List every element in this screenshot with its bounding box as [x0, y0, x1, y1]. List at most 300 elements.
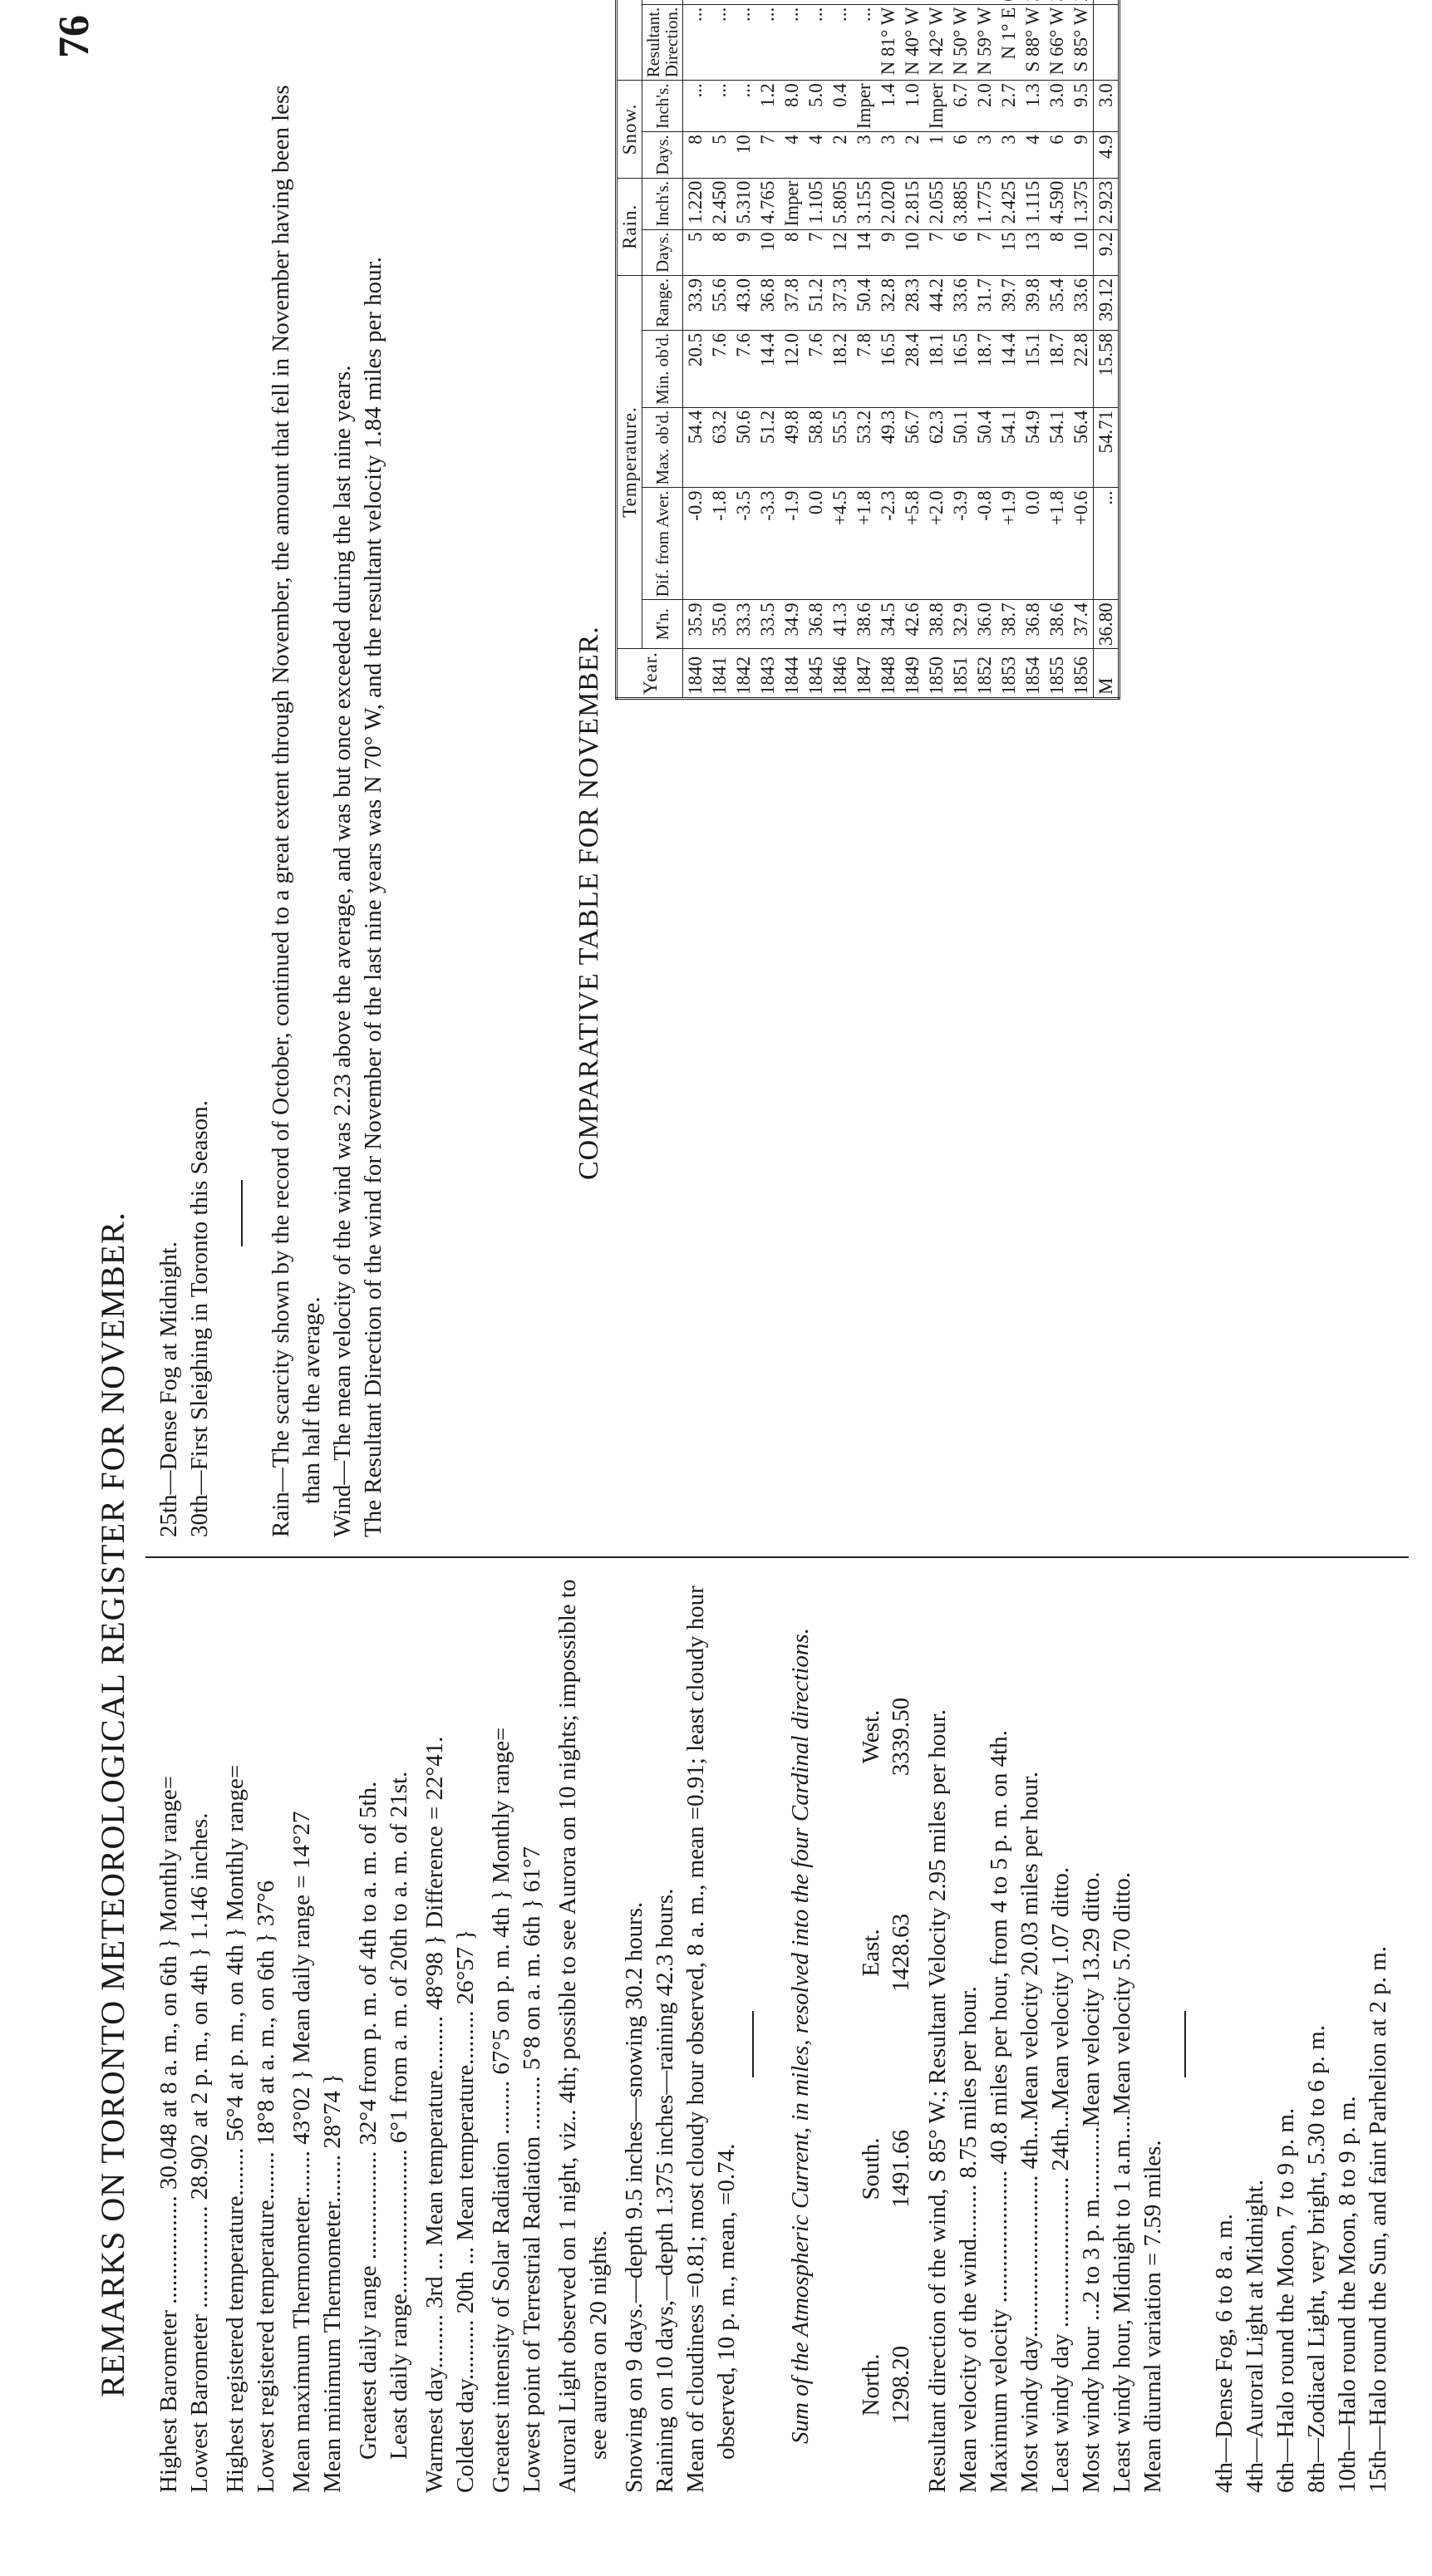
cell-min: 12.0	[780, 330, 804, 407]
register-line: Mean maximum Thermometer........ 43°02 } Mean daily range = 14°27	[288, 1811, 315, 2493]
cell-max: 54.1	[1045, 407, 1069, 488]
cell-diff: +1.8	[852, 488, 876, 600]
cell-max: 50.1	[948, 407, 972, 488]
cell-max: 58.8	[804, 407, 828, 488]
cell-velocity	[924, 0, 948, 4]
group-rain: Rain.	[617, 178, 642, 275]
cell-rain-days: 14	[852, 229, 876, 275]
cell-min: 28.4	[900, 330, 924, 407]
cell-snow-days: 4	[804, 132, 828, 178]
wind-block	[923, 1579, 1169, 2493]
cell-rain-days: 9.2	[1094, 229, 1120, 275]
event-line: 10th—Halo round the Moon, 8 to 9 p. m.	[1334, 2096, 1361, 2493]
cell-direction: ...	[780, 4, 804, 81]
cell-velocity	[996, 0, 1021, 4]
wind-line: Least windy day ......................... 24th...Mean velocity 1.07 ditto.	[1047, 1866, 1074, 2493]
cell-rain-inches: 4.590	[1045, 178, 1069, 229]
cell-min: 7.6	[731, 330, 755, 407]
col-year: Year.	[617, 649, 683, 699]
event-line: 6th—Halo round the Moon, 7 to 9 p. m.	[1272, 2107, 1299, 2493]
cell-direction	[1094, 4, 1120, 81]
cell-diff: +2.0	[924, 488, 948, 600]
cell-year: 1855	[1045, 649, 1069, 699]
cell-snow-inches: 2.7	[996, 81, 1021, 132]
cell-snow-inches: ...	[707, 81, 731, 132]
cell-min: 18.7	[972, 330, 996, 407]
cell-year: 1844	[780, 649, 804, 699]
cell-rain-days: 10	[755, 229, 780, 275]
cell-rain-inches: 3.155	[852, 178, 876, 229]
cell-year: 1856	[1069, 649, 1094, 699]
cell-year: 1851	[948, 649, 972, 699]
table-row	[1021, 0, 1045, 699]
cell-min: 20.5	[683, 330, 708, 407]
cell-snow-days: 2	[900, 132, 924, 178]
aurora-text: Auroral Light observed on 1 night, viz.. 4th; possible to see Aurora on 10 nights; impossible to see aurora on 20 nights.	[554, 1579, 612, 2493]
cell-range: 39.12	[1094, 275, 1120, 330]
cell-snow-days: 4.9	[1094, 132, 1120, 178]
cell-velocity	[1094, 0, 1120, 4]
col-rain-inches: Inch's.	[642, 178, 683, 229]
cell-mean: 33.3	[731, 600, 755, 649]
cell-mean: 38.7	[996, 600, 1021, 649]
event-line: 4th—Auroral Light at Midnight.	[1242, 2180, 1268, 2493]
cell-rain-days: 7	[924, 229, 948, 275]
table-row	[1045, 0, 1069, 699]
cell-year: 1848	[876, 649, 900, 699]
cell-rain-inches: 5.805	[828, 178, 852, 229]
col-snow-inches: Inch's.	[642, 81, 683, 132]
cell-direction: ...	[852, 4, 876, 81]
cell-rain-days: 9	[876, 229, 900, 275]
cell-year: 1842	[731, 649, 755, 699]
cell-rain-inches: 2.020	[876, 178, 900, 229]
cell-direction: ...	[804, 4, 828, 81]
direction-label: Direction.	[662, 7, 682, 78]
cell-rain-inches: 2.450	[707, 178, 731, 229]
cell-rain-days: 13	[1021, 229, 1045, 275]
cell-snow-inches: Imper	[852, 81, 876, 132]
currents-value-south: 1491.66	[888, 2129, 914, 2209]
event-line: 8th—Zodiacal Light, very bright, 5.30 to 6 p. m.	[1303, 2025, 1330, 2493]
cell-max: 50.4	[972, 407, 996, 488]
column-divider	[145, 1556, 1409, 1558]
wind-line: Least windy hour, Midnight to 1 a.m....Mean velocity 5.70 ditto.	[1109, 1871, 1135, 2493]
cell-max: 54.4	[683, 407, 708, 488]
cell-rain-days: 8	[707, 229, 731, 275]
cell-snow-inches: 3.0	[1094, 81, 1120, 132]
currents-heading: Sum of the Atmospheric Current, in miles, resolved into the four Cardinal directions.	[787, 1628, 814, 2444]
cell-snow-inches: 1.3	[1021, 81, 1045, 132]
cell-rain-days: 7	[972, 229, 996, 275]
cell-snow-days: 3	[876, 132, 900, 178]
cell-rain-inches: 1.105	[804, 178, 828, 229]
cell-rain-inches: 1.775	[972, 178, 996, 229]
cell-diff: -3.9	[948, 488, 972, 600]
cell-velocity	[731, 0, 755, 4]
cell-year: 1840	[683, 649, 708, 699]
currents-header-north: North.	[858, 2353, 884, 2416]
cell-snow-inches: 2.0	[972, 81, 996, 132]
cell-direction: ...	[828, 4, 852, 81]
events-left	[1209, 1579, 1394, 2493]
cell-range: 35.4	[1045, 275, 1069, 330]
cell-snow-days: 3	[996, 132, 1021, 178]
cell-max: 54.1	[996, 407, 1021, 488]
table-row	[900, 0, 924, 699]
cell-direction: ...	[755, 4, 780, 81]
cell-max: 55.5	[828, 407, 852, 488]
cell-direction: S 85° W	[1069, 4, 1094, 81]
cell-rain-days: 12	[828, 229, 852, 275]
cell-direction: ...	[707, 4, 731, 81]
coldest-line: Coldest day.......... 20th ... Mean temperature......... 26°57 }	[452, 1929, 479, 2493]
cell-diff: +4.5	[828, 488, 852, 600]
cell-range: 31.7	[972, 275, 996, 330]
cell-diff: ...	[1094, 488, 1120, 600]
section-divider	[1184, 2011, 1186, 2077]
table-row	[707, 0, 731, 699]
cell-range: 43.0	[731, 275, 755, 330]
currents-header-south: South.	[858, 2137, 884, 2200]
radiation-line: Lowest point of Terrestrial Radiation ......... 5°8 on a. m. 6th } 61°7	[519, 1846, 545, 2493]
cell-min: 16.5	[948, 330, 972, 407]
cell-rain-days: 10	[1069, 229, 1094, 275]
cell-velocity	[780, 0, 804, 4]
currents-header-west: West.	[858, 1709, 884, 1764]
cell-mean: 36.8	[1021, 600, 1045, 649]
register-line: Lowest Barometer ................. 28.902 at 2 p. m., on 4th } 1.146 inches.	[186, 1812, 213, 2493]
col-min: Min. ob'd.	[642, 330, 683, 407]
cell-max: 54.71	[1094, 407, 1120, 488]
cell-snow-inches: Imper	[924, 81, 948, 132]
cell-min: 15.58	[1094, 330, 1120, 407]
daily-range-line: Greatest daily range .................. 32°4 from p. m. of 4th to a. m. of 5th.	[355, 1781, 381, 2460]
cell-snow-days: 10	[731, 132, 755, 178]
cell-min: 7.6	[707, 330, 731, 407]
col-mean: M'n.	[642, 600, 683, 649]
cell-mean: 42.6	[900, 600, 924, 649]
cell-min: 7.8	[852, 330, 876, 407]
cell-direction: N 66° W	[1045, 4, 1069, 81]
currents-value-north: 1298.20	[888, 2345, 914, 2425]
col-range: Range.	[642, 275, 683, 330]
cell-min: 14.4	[996, 330, 1021, 407]
page-title: REMARKS ON TORONTO METEOROLOGICAL REGISTER FOR NOVEMBER.	[94, 1212, 131, 2397]
cell-range: 39.7	[996, 275, 1021, 330]
cell-range: 39.8	[1021, 275, 1045, 330]
cell-diff: 0.0	[1021, 488, 1045, 600]
cell-min: 18.7	[1045, 330, 1069, 407]
cell-rain-inches: 1.220	[683, 178, 708, 229]
cell-snow-inches: ...	[731, 81, 755, 132]
cell-velocity	[804, 0, 828, 4]
cell-year: 1850	[924, 649, 948, 699]
col-snow-days: Days.	[642, 132, 683, 178]
cell-snow-inches: 3.0	[1045, 81, 1069, 132]
cell-direction: N 40° W	[900, 4, 924, 81]
cell-snow-days: 6	[948, 132, 972, 178]
cell-year: 1843	[755, 649, 780, 699]
cell-mean: 38.6	[852, 600, 876, 649]
cell-min: 14.4	[755, 330, 780, 407]
table-row	[683, 0, 708, 699]
cell-snow-days: 4	[1021, 132, 1045, 178]
cell-rain-inches: 1.375	[1069, 178, 1094, 229]
cell-max: 49.8	[780, 407, 804, 488]
event-line: 30th—First Sleighing in Toronto this Season.	[186, 1100, 213, 1537]
event-line: 4th—Dense Fog, 6 to 8 a. m.	[1211, 2214, 1238, 2493]
resultant-remark: The Resultant Direction of the wind for November of the last nine years was N 70° W, and the resultant velocity 1.84 miles per hour.	[360, 257, 386, 1537]
cell-direction: N 50° W	[948, 4, 972, 81]
events-right	[154, 873, 215, 1537]
col-rain-days: Days.	[642, 229, 683, 275]
table-row	[780, 0, 804, 699]
cell-diff: +0.6	[1069, 488, 1094, 600]
daily-range-line: Least daily range........................ 6°1 from a. m. of 20th to a. m. of 21st.	[386, 1771, 412, 2460]
cell-mean: 36.8	[804, 600, 828, 649]
col-diff: Dif. from Aver.	[642, 488, 683, 600]
cell-mean: 37.4	[1069, 600, 1094, 649]
cell-rain-inches: 5.310	[731, 178, 755, 229]
cell-velocity	[876, 0, 900, 4]
cell-snow-inches: 1.4	[876, 81, 900, 132]
cell-snow-inches: 1.0	[900, 81, 924, 132]
cell-snow-days: 3	[972, 132, 996, 178]
cell-mean: 32.9	[948, 600, 972, 649]
group-snow: Snow.	[617, 81, 642, 178]
cell-max: 56.4	[1069, 407, 1094, 488]
cell-range: 36.8	[755, 275, 780, 330]
cell-mean: 35.9	[683, 600, 708, 649]
cell-min: 16.5	[876, 330, 900, 407]
cell-rain-inches: Imper	[780, 178, 804, 229]
cell-year: 1846	[828, 649, 852, 699]
cell-max: 62.3	[924, 407, 948, 488]
table-row	[876, 0, 900, 699]
cell-diff: -0.9	[683, 488, 708, 600]
radiation-line: Greatest intensity of Solar Radiation ......... 67°5 on p. m. 4th } Monthly range=	[488, 1727, 514, 2493]
table-row	[972, 0, 996, 699]
cell-mean: 36.80	[1094, 600, 1120, 649]
comparative-table	[615, 7, 1413, 700]
cell-diff: -0.8	[972, 488, 996, 600]
cell-min: 18.1	[924, 330, 948, 407]
cell-rain-days: 9	[731, 229, 755, 275]
cloudiness-text: Mean of cloudiness =0.81; most cloudy hour observed, 8 a. m., mean =0.91; least cloudy hour observed, 10 p. m., mean, =0.74.	[682, 1585, 740, 2493]
cell-min: 18.2	[828, 330, 852, 407]
cell-max: 53.2	[852, 407, 876, 488]
wind-line: Most windy hour ...2 to 3 p. m............Mean velocity 13.29 ditto.	[1078, 1871, 1105, 2493]
cell-range: 32.8	[876, 275, 900, 330]
table-row	[804, 0, 828, 699]
cell-year: 1845	[804, 649, 828, 699]
cell-max: 51.2	[755, 407, 780, 488]
cell-year: 1854	[1021, 649, 1045, 699]
register-line: Lowest registered temperature........ 18°8 at a. m., on 6th } 37°6	[253, 1880, 279, 2493]
cell-velocity	[1021, 0, 1045, 4]
cell-mean: 34.9	[780, 600, 804, 649]
cell-mean: 34.5	[876, 600, 900, 649]
cell-snow-days: 8	[683, 132, 708, 178]
table-row	[948, 0, 972, 699]
cell-year: M	[1094, 649, 1120, 699]
cell-snow-inches: 1.2	[755, 81, 780, 132]
col-max: Max. ob'd.	[642, 407, 683, 488]
cell-year: 1852	[972, 649, 996, 699]
rain-remark: Rain—The scarcity shown by the record of October, continued to a great extent through November, the amount that fell in November having been less than half the average.	[268, 85, 325, 1537]
register-line: Highest registered temperature........ 56°4 at p. m., on 4th } Monthly range=	[222, 1764, 249, 2493]
cell-max: 49.3	[876, 407, 900, 488]
cell-snow-inches: 9.5	[1069, 81, 1094, 132]
cell-velocity	[683, 0, 708, 4]
cell-mean: 33.5	[755, 600, 780, 649]
cell-rain-inches: 2.055	[924, 178, 948, 229]
cell-snow-days: 9	[1069, 132, 1094, 178]
table-row	[755, 0, 780, 699]
register-line: Mean minimum Thermometer........ 28°74 }	[319, 2072, 346, 2493]
cell-rain-days: 5	[683, 229, 708, 275]
cell-rain-inches: 1.115	[1021, 178, 1045, 229]
cell-range: 51.2	[804, 275, 828, 330]
register-line: Highest Barometer .................. 30.048 at 8 a. m., on 6th } Monthly range=	[155, 1775, 182, 2493]
cell-velocity	[852, 0, 876, 4]
table-row	[852, 0, 876, 699]
cell-rain-inches: 3.885	[948, 178, 972, 229]
cell-snow-days: 7	[755, 132, 780, 178]
cell-range: 50.4	[852, 275, 876, 330]
cell-rain-days: 8	[1045, 229, 1069, 275]
cell-snow-days: 1	[924, 132, 948, 178]
cell-snow-inches: ...	[683, 81, 708, 132]
wind-line: Most windy day........................... 4th...Mean velocity 20.03 miles per hour.	[1016, 1771, 1043, 2493]
cell-year: 1847	[852, 649, 876, 699]
cell-range: 55.6	[707, 275, 731, 330]
cell-year: 1853	[996, 649, 1021, 699]
cell-range: 37.3	[828, 275, 852, 330]
cell-velocity	[948, 0, 972, 4]
cell-max: 56.7	[900, 407, 924, 488]
cell-rain-days: 7	[804, 229, 828, 275]
remarks	[266, 50, 389, 1537]
currents-value-west: 3339.50	[888, 1697, 914, 1777]
cell-mean: 38.8	[924, 600, 948, 649]
cell-snow-inches: 8.0	[780, 81, 804, 132]
cell-velocity	[1045, 0, 1069, 4]
cell-snow-days: 3	[852, 132, 876, 178]
cell-diff: +5.8	[900, 488, 924, 600]
warmest-line: Warmest day......... 3rd ... Mean temperature......... 48°98 } Difference = 22°41.	[421, 1736, 448, 2493]
cell-diff: -2.3	[876, 488, 900, 600]
resultant-label: Resultant.	[643, 7, 663, 78]
wind-line: Resultant direction of the wind, S 85° W.; Resultant Velocity 2.95 miles per hour.	[924, 1709, 951, 2493]
cell-direction: ...	[731, 4, 755, 81]
cell-velocity	[972, 0, 996, 4]
section-divider	[241, 1180, 243, 1246]
cell-velocity	[707, 0, 731, 4]
col-velocity	[642, 0, 683, 4]
event-line: 25th—Dense Fog at Midnight.	[155, 1241, 182, 1537]
cell-direction: N 81° W	[876, 4, 900, 81]
cell-range: 28.3	[900, 275, 924, 330]
cell-mean: 36.0	[972, 600, 996, 649]
cell-diff: -3.3	[755, 488, 780, 600]
mean-row	[1094, 0, 1120, 699]
cell-direction: N 42° W	[924, 4, 948, 81]
cell-mean: 41.3	[828, 600, 852, 649]
group-wind	[617, 0, 642, 81]
cell-min: 15.1	[1021, 330, 1045, 407]
cell-rain-days: 10	[900, 229, 924, 275]
cell-range: 37.8	[780, 275, 804, 330]
cell-max: 63.2	[707, 407, 731, 488]
cell-diff: 0.0	[804, 488, 828, 600]
cell-rain-days: 6	[948, 229, 972, 275]
cell-velocity	[900, 0, 924, 4]
section-divider	[752, 2011, 754, 2077]
cell-rain-inches: 2.923	[1094, 178, 1120, 229]
cell-snow-days: 4	[780, 132, 804, 178]
cell-diff: +1.8	[1045, 488, 1069, 600]
cell-year: 1841	[707, 649, 731, 699]
cell-diff: -3.5	[731, 488, 755, 600]
currents-header-east: East.	[858, 1929, 884, 1977]
cell-min: 7.6	[804, 330, 828, 407]
cell-snow-days: 5	[707, 132, 731, 178]
cell-range: 33.6	[948, 275, 972, 330]
cell-rain-days: 15	[996, 229, 1021, 275]
cell-direction: N 1° E	[996, 4, 1021, 81]
cell-diff: -1.8	[707, 488, 731, 600]
cell-snow-inches: 5.0	[804, 81, 828, 132]
cell-mean: 38.6	[1045, 600, 1069, 649]
event-line: 15th—Halo round the Sun, and faint Parhelion at 2 p. m.	[1365, 1945, 1391, 2493]
cell-rain-inches: 2.425	[996, 178, 1021, 229]
cell-velocity	[755, 0, 780, 4]
cell-range: 33.6	[1069, 275, 1094, 330]
cell-snow-inches: 0.4	[828, 81, 852, 132]
cell-diff: -1.9	[780, 488, 804, 600]
table-row	[731, 0, 755, 699]
cell-rain-inches: 4.765	[755, 178, 780, 229]
cell-velocity	[828, 0, 852, 4]
cell-max: 50.6	[731, 407, 755, 488]
cell-direction: ...	[683, 4, 708, 81]
cell-min: 22.8	[1069, 330, 1094, 407]
cell-range: 33.9	[683, 275, 708, 330]
wind-remark: Wind—The mean velocity of the wind was 2.23 above the average, and was but once exceeded during the last nine years.	[329, 365, 356, 1537]
cell-velocity	[1069, 0, 1094, 4]
cell-diff: +1.9	[996, 488, 1021, 600]
currents-value-east: 1428.63	[888, 1913, 914, 1993]
cell-range: 44.2	[924, 275, 948, 330]
raining-line: Raining on 10 days,—depth 1.375 inches—raining 42.3 hours.	[652, 1888, 678, 2493]
cell-direction: N 59° W	[972, 4, 996, 81]
cell-snow-days: 2	[828, 132, 852, 178]
cell-direction: S 88° W	[1021, 4, 1045, 81]
cell-max: 54.9	[1021, 407, 1045, 488]
currents-table	[856, 1579, 916, 2493]
table-row	[924, 0, 948, 699]
cell-rain-inches: 2.815	[900, 178, 924, 229]
table-row	[996, 0, 1021, 699]
col-direction	[642, 4, 683, 81]
cell-year: 1849	[900, 649, 924, 699]
cell-mean: 35.0	[707, 600, 731, 649]
wind-line: Mean diurnal variation = 7.59 miles.	[1139, 2140, 1166, 2493]
cell-snow-days: 6	[1045, 132, 1069, 178]
page-number: 76	[51, 15, 98, 58]
